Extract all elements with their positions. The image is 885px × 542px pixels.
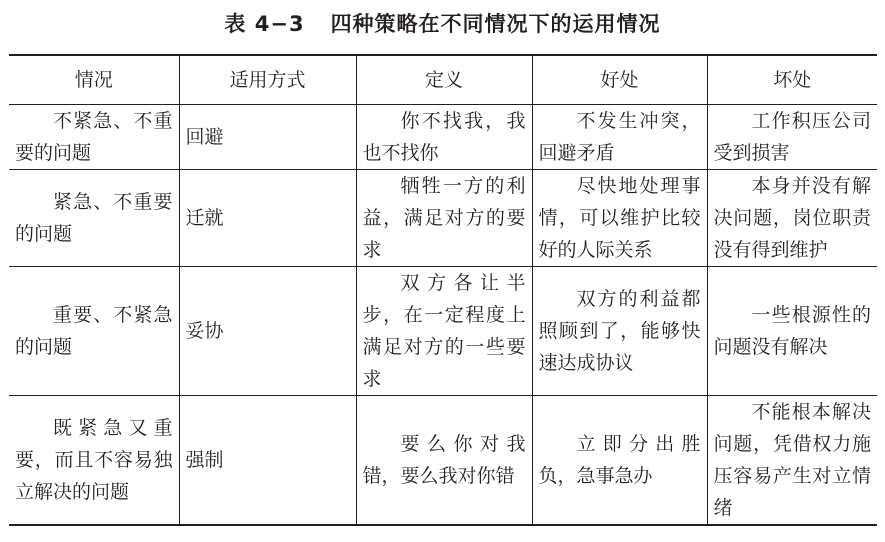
drawback-cell: 一些根源性的问题没有解决 [707,267,877,396]
drawback-cell: 工作积压公司受到损害 [707,105,877,170]
situation-cell: 紧急、不重要的问题 [9,170,179,267]
method-cell: 妥协 [179,267,356,396]
method-cell: 迁就 [179,170,356,267]
header-benefit: 好处 [532,55,707,105]
situation-cell: 既紧急又重要，而且不容易独立解决的问题 [9,396,179,526]
benefit-cell: 双方的利益都照顾到了，能够快速达成协议 [532,267,707,396]
method-cell: 回避 [179,105,356,170]
strategy-table [9,54,877,526]
header-situation: 情况 [9,55,179,105]
table-row [9,170,877,267]
definition-cell: 双方各让半步，在一定程度上满足对方的一些要求 [356,267,532,396]
situation-cell: 重要、不紧急的问题 [9,267,179,396]
drawback-cell: 不能根本解决问题，凭借权力施压容易产生对立情绪 [707,396,877,526]
header-drawback: 坏处 [707,55,877,105]
benefit-cell: 尽快地处理事情，可以维护比较好的人际关系 [532,170,707,267]
header-method: 适用方式 [179,55,356,105]
benefit-cell: 立即分出胜负，急事急办 [532,396,707,526]
method-cell: 强制 [179,396,356,526]
table-row [9,396,877,526]
table-caption [0,8,885,38]
table-row [9,105,877,170]
header-row [9,55,877,105]
drawback-cell: 本身并没有解决问题，岗位职责没有得到维护 [707,170,877,267]
table-number: 表 4−3 [224,12,305,36]
definition-cell: 你不找我，我也不找你 [356,105,532,170]
benefit-cell: 不发生冲突，回避矛盾 [532,105,707,170]
table-title: 四种策略在不同情况下的运用情况 [330,12,661,36]
definition-cell: 牺牲一方的利益，满足对方的要求 [356,170,532,267]
header-definition: 定义 [356,55,532,105]
situation-cell: 不紧急、不重要的问题 [9,105,179,170]
definition-cell: 要么你对我错，要么我对你错 [356,396,532,526]
table-row [9,267,877,396]
